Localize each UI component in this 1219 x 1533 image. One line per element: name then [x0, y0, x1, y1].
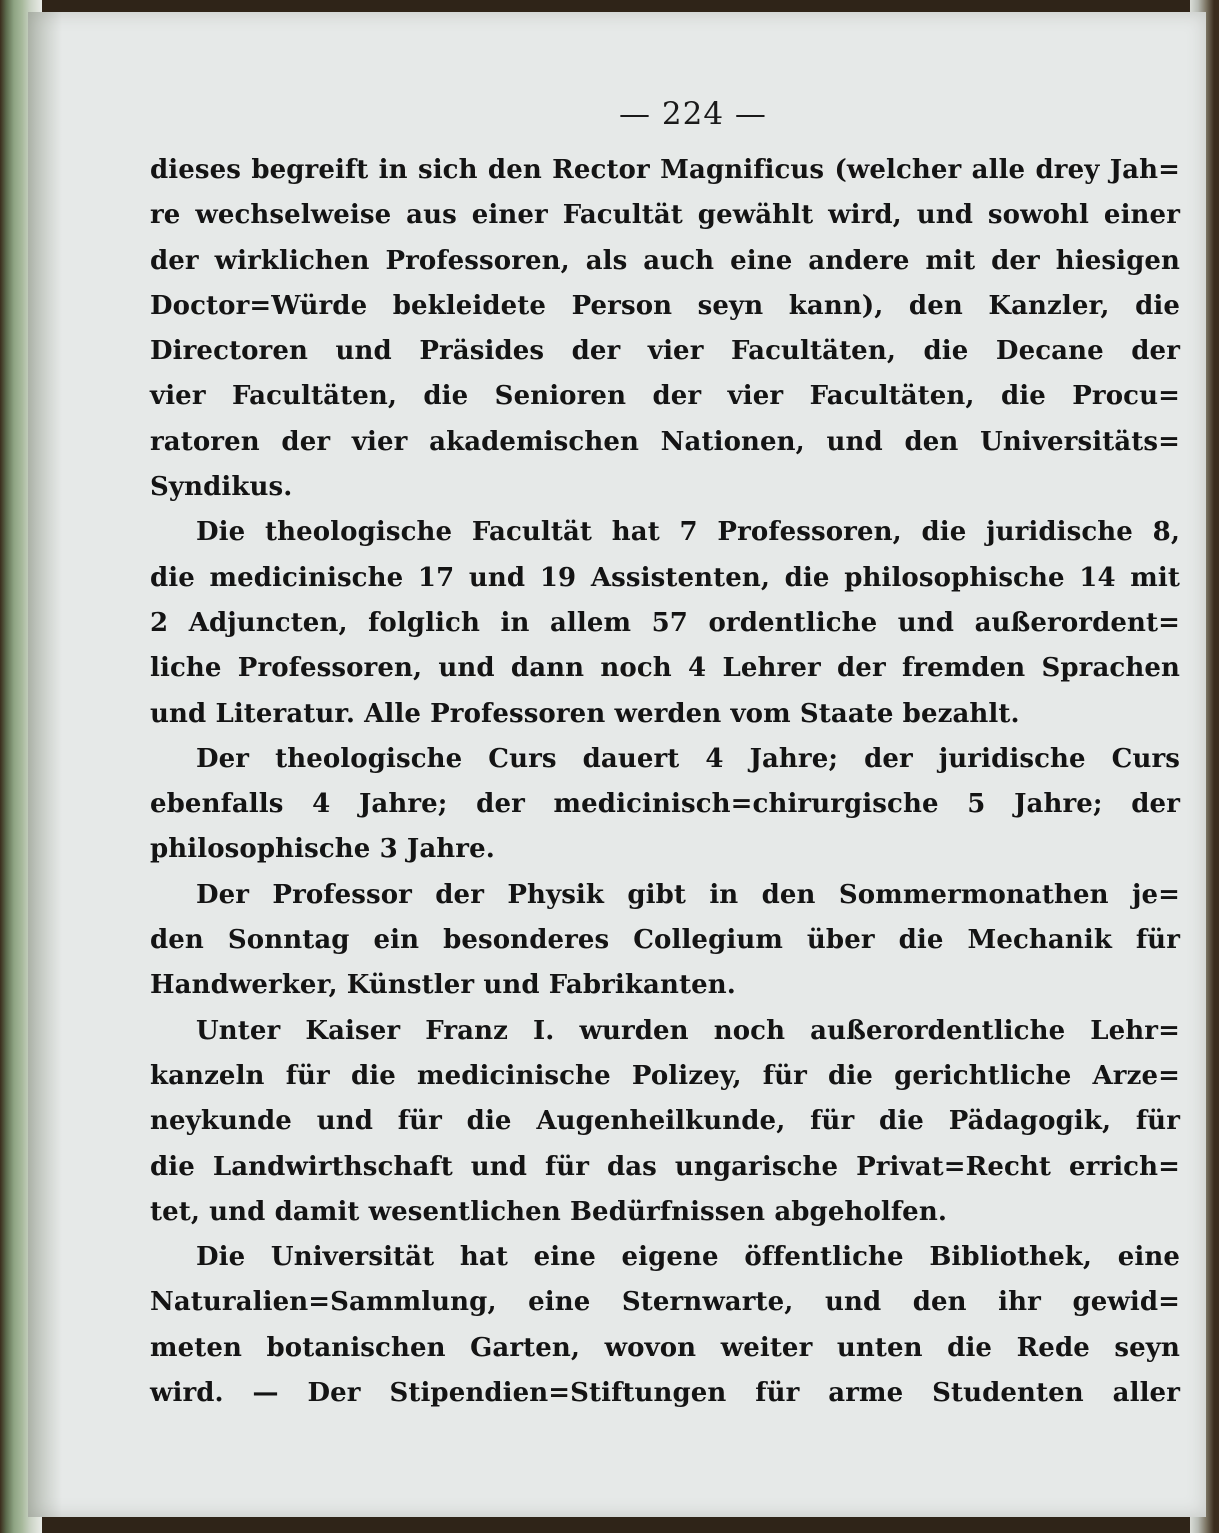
text-line: Syndikus.	[150, 472, 293, 503]
text-line: Handwerker, Künstler und Fabrikanten.	[150, 970, 736, 1001]
text-line: Die Universität hat eine eigene öffentliche Bibliothek, eine	[196, 1242, 1180, 1273]
text-line: Naturalien=Sammlung, eine Sternwarte, und den ihr gewid=	[150, 1287, 1180, 1318]
text-line: der wirklichen Professoren, als auch eine andere mit der hiesigen	[150, 245, 1180, 276]
text-line: ebenfalls 4 Jahre; der medicinisch=chirurgische 5 Jahre; der	[150, 789, 1180, 820]
text-line: 2 Adjuncten, folglich in allem 57 ordentliche und außerordent=	[150, 607, 1180, 638]
text-line: und Literatur. Alle Professoren werden vom Staate bezahlt.	[150, 698, 1020, 729]
body-text	[150, 148, 1180, 1416]
text-line: Doctor=Würde bekleidete Person seyn kann), den Kanzler, die	[150, 290, 1180, 321]
text-line: tet, und damit wesentlichen Bedürfnissen abgeholfen.	[150, 1196, 947, 1227]
text-line: re wechselweise aus einer Facultät gewählt wird, und sowohl einer	[150, 200, 1180, 231]
text-line: Directoren und Präsides der vier Facultäten, die Decane der	[150, 336, 1180, 367]
book-page	[28, 12, 1206, 1517]
text-line: ratoren der vier akademischen Nationen, und den Universitäts=	[150, 426, 1180, 457]
text-line: die Landwirthschaft und für das ungarische Privat=Recht errich=	[150, 1151, 1180, 1182]
text-line: den Sonntag ein besonderes Collegium über die Mechanik für	[150, 925, 1180, 956]
text-line: neykunde und für die Augenheilkunde, für die Pädagogik, für	[150, 1106, 1180, 1137]
text-line: philosophische 3 Jahre.	[150, 834, 495, 865]
text-line: meten botanischen Garten, wovon weiter unten die Rede seyn	[150, 1332, 1180, 1363]
page-number: — 224 —	[619, 96, 767, 132]
text-line: die medicinische 17 und 19 Assistenten, die philosophische 14 mit	[150, 562, 1180, 593]
text-line: Der theologische Curs dauert 4 Jahre; der juridische Curs	[196, 743, 1180, 774]
gutter-shadow	[28, 12, 62, 1517]
text-line: wird. — Der Stipendien=Stiftungen für arme Studenten aller	[150, 1378, 1180, 1409]
text-line: vier Facultäten, die Senioren der vier Facultäten, die Procu=	[150, 381, 1180, 412]
text-line: liche Professoren, und dann noch 4 Lehrer der fremden Sprachen	[150, 653, 1180, 684]
text-line: Der Professor der Physik gibt in den Sommermonathen je=	[196, 879, 1180, 910]
text-line: Die theologische Facultät hat 7 Professoren, die juridische 8,	[196, 517, 1180, 548]
text-line: Unter Kaiser Franz I. wurden noch außerordentliche Lehr=	[196, 1015, 1180, 1046]
text-line: kanzeln für die medicinische Polizey, für die gerichtliche Arze=	[150, 1060, 1180, 1091]
text-line: dieses begreift in sich den Rector Magnificus (welcher alle drey Jah=	[150, 155, 1180, 185]
